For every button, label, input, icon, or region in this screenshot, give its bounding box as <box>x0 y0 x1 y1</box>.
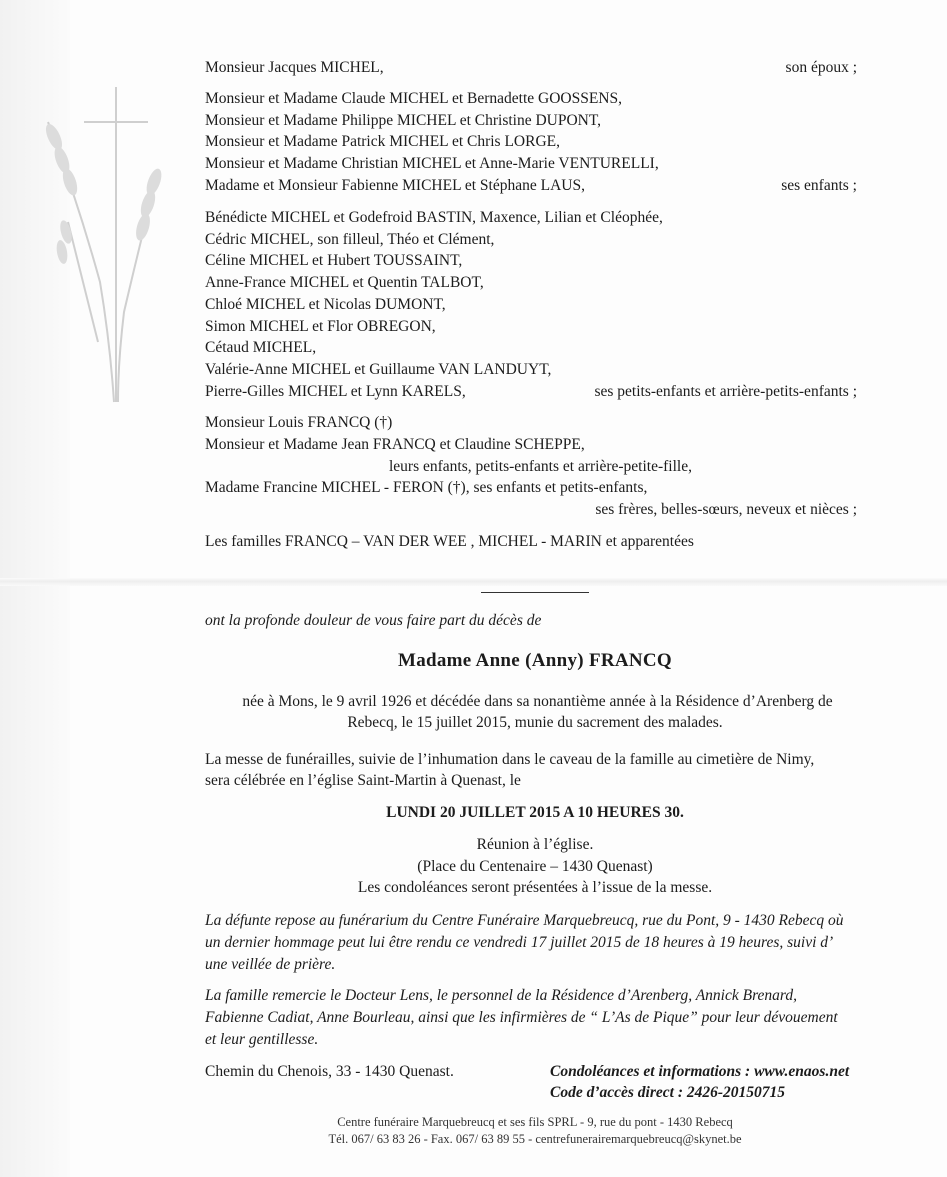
fold-line <box>0 578 947 586</box>
list-item: Valérie-Anne MICHEL et Guillaume VAN LANDUYT, <box>205 360 552 378</box>
list-item: Chloé MICHEL et Nicolas DUMONT, <box>205 295 446 313</box>
birth-death-line: née à Mons, le 9 avril 1926 et décédée dans sa nonantième année à la Résidence d’Arenberg de <box>242 693 833 710</box>
repose-line: un dernier hommage peut lui être rendu ce vendredi 17 juillet 2015 de 18 heures à 19 heures, suivi d’ <box>205 934 834 951</box>
grandchildren-relation: ses petits-enfants et arrière-petits-enfants ; <box>594 383 857 400</box>
meeting-line: Les condoléances seront présentées à l’issue de la messe. <box>357 879 713 896</box>
funeral-home-contact: Tél. 067/ 63 83 26 - Fax. 067/ 63 89 55 - centrefunerairemarquebreucq@skynet.be <box>328 1132 742 1146</box>
list-item: Monsieur et Madame Christian MICHEL et Anne-Marie VENTURELLI, <box>205 155 659 173</box>
repose-line: La défunte repose au funérarium du Centre Funéraire Marquebreucq, rue du Pont, 9 - 1430 Rebecq où <box>205 912 844 929</box>
list-item: Monsieur et Madame Philippe MICHEL et Christine DUPONT, <box>205 111 602 129</box>
list-item: Simon MICHEL et Flor OBREGON, <box>205 317 436 335</box>
list-item: Cétaud MICHEL, <box>205 339 317 357</box>
funeral-date-time: LUNDI 20 JUILLET 2015 A 10 HEURES 30. <box>386 804 684 821</box>
list-item: Monsieur et Madame Claude MICHEL et Bernadette GOOSSENS, <box>205 90 622 107</box>
families-line: Les familles FRANCQ – VAN DER WEE , MICHEL - MARIN et apparentées <box>205 533 694 550</box>
list-item: Céline MICHEL et Hubert TOUSSAINT, <box>205 252 463 270</box>
cross-wheat-icon <box>28 82 178 412</box>
deceased-name: Madame Anne (Anny) FRANCQ <box>397 650 673 671</box>
spouse-relation: son époux ; <box>785 59 857 76</box>
mass-line: La messe de funérailles, suivie de l’inhumation dans le caveau de la famille au cimetière de Nimy, <box>205 751 815 768</box>
list-item: Monsieur et Madame Patrick MICHEL et Chris LORGE, <box>205 133 561 151</box>
meeting-line: (Place du Centenaire – 1430 Quenast) <box>417 858 653 875</box>
repose-line: une veillée de prière. <box>205 956 336 973</box>
sibling-line: Monsieur et Madame Jean FRANCQ et Claudine SCHEPPE, <box>205 436 585 453</box>
list-item: Pierre-Gilles MICHEL et Lynn KARELS, <box>205 382 466 400</box>
spouse-name: Monsieur Jacques MICHEL, <box>205 59 384 76</box>
siblings-relation: ses frères, belles-sœurs, neveux et nièces ; <box>595 501 857 518</box>
grandchildren-list <box>205 207 860 402</box>
home-address: Chemin du Chenois, 33 - 1430 Quenast. <box>205 1063 454 1080</box>
thanks-line: La famille remercie le Docteur Lens, le personnel de la Résidence d’Arenberg, Annick Brenard, <box>205 987 798 1004</box>
sibling-line: Monsieur Louis FRANCQ (†) <box>205 414 393 431</box>
access-code: Code d’accès direct : 2426-20150715 <box>550 1084 786 1101</box>
meeting-line: Réunion à l’église. <box>476 836 594 853</box>
mass-line: sera célébrée en l’église Saint-Martin à Quenast, le <box>205 772 521 789</box>
birth-death-line: Rebecq, le 15 juillet 2015, munie du sacrement des malades. <box>347 714 723 731</box>
thanks-line: Fabienne Cadiat, Anne Bourleau, ainsi que les infirmières de “ L’As de Pique” pour leur dévouement <box>205 1009 838 1026</box>
condolences-website[interactable]: Condoléances et informations : www.enaos.net <box>550 1063 850 1080</box>
sibling-line: Madame Francine MICHEL - FERON (†), ses enfants et petits-enfants, <box>205 479 648 496</box>
divider <box>481 592 589 593</box>
announcement: ont la profonde douleur de vous faire part du décès de <box>205 612 542 629</box>
children-relation: ses enfants ; <box>781 177 857 194</box>
sibling-line: leurs enfants, petits-enfants et arrière-petite-fille, <box>389 458 692 475</box>
list-item: Cédric MICHEL, son filleul, Théo et Clément, <box>205 230 495 248</box>
funeral-home-info: Centre funéraire Marquebreucq et ses fils SPRL - 9, rue du pont - 1430 Rebecq <box>337 1115 733 1129</box>
thanks-line: et leur gentillesse. <box>205 1031 319 1048</box>
list-item: Madame et Monsieur Fabienne MICHEL et Stéphane LAUS, <box>205 176 585 194</box>
list-item: Bénédicte MICHEL et Godefroid BASTIN, Maxence, Lilian et Cléophée, <box>205 209 663 226</box>
children-list <box>205 88 860 197</box>
list-item: Anne-France MICHEL et Quentin TALBOT, <box>205 274 484 292</box>
